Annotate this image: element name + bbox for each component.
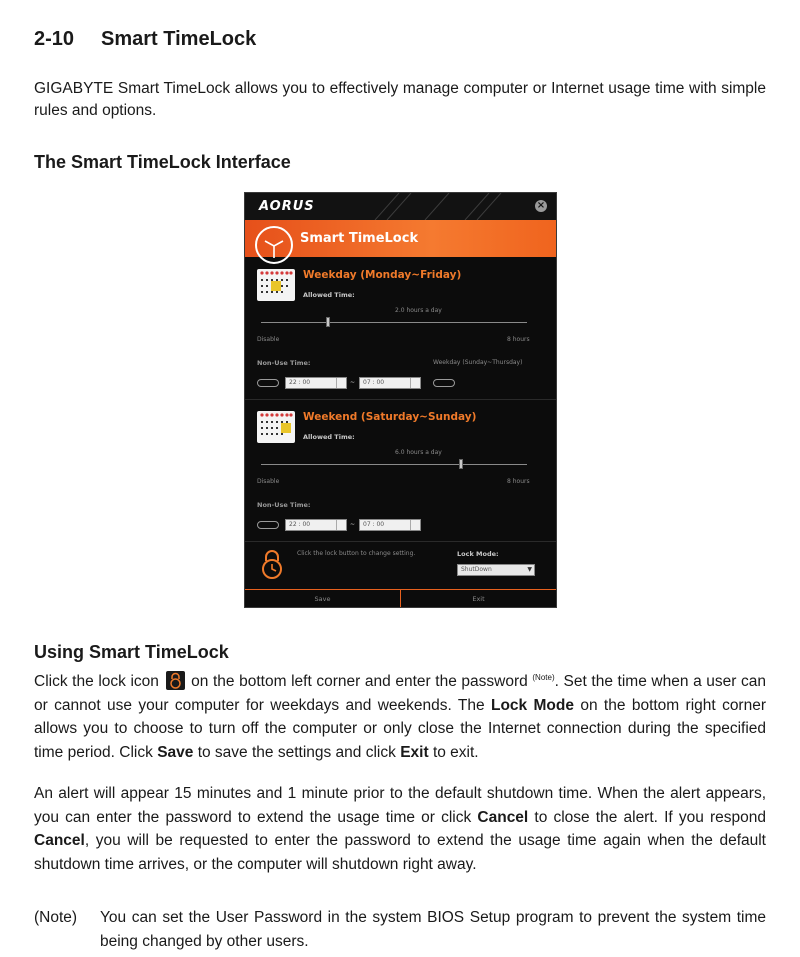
using-text-5: to save the settings and click — [197, 743, 396, 761]
weekday-max-label: 8 hours — [507, 336, 530, 343]
weekday-min-label: Disable — [257, 336, 280, 343]
section-number: 2-10 — [34, 28, 75, 50]
note-marker: (Note) — [532, 673, 555, 682]
smart-timelock-window — [244, 192, 557, 608]
weekday-from-value: 22 : 00 — [289, 379, 311, 386]
exit-button[interactable]: Exit — [472, 595, 485, 603]
spinner-icon[interactable] — [336, 378, 346, 388]
weekday-toggle[interactable] — [257, 379, 279, 387]
spinner-icon[interactable] — [410, 520, 420, 530]
note-label: (Note) — [34, 909, 78, 926]
using-text-6: to exit. — [432, 743, 479, 761]
intro-paragraph: GIGABYTE Smart TimeLock allows you to effectively manage computer or Internet usage time with simple rules and options. — [34, 80, 766, 119]
section-title: Smart TimeLock — [101, 28, 257, 50]
weekday-allowed-value: 2.0 hours a day — [395, 307, 442, 314]
section-divider — [245, 399, 556, 400]
weekend-to-time[interactable] — [359, 519, 421, 531]
calendar-icon-weekday — [257, 269, 295, 301]
weekday-nonuse-label: Non-Use Time: — [257, 359, 311, 367]
close-icon[interactable]: × — [536, 200, 546, 211]
weekend-from-time[interactable] — [285, 519, 347, 531]
lock-mode-label: Lock Mode: — [457, 550, 499, 558]
lock-icon[interactable] — [259, 549, 285, 579]
weekend-nonuse-label: Non-Use Time: — [257, 501, 311, 509]
calendar-icon-weekend — [257, 411, 295, 443]
spinner-icon[interactable] — [410, 378, 420, 388]
save-button[interactable]: Save — [314, 595, 331, 603]
weekend-from-value: 22 : 00 — [289, 521, 311, 528]
alert-paragraph — [34, 782, 766, 876]
using-text-1: Click the lock icon — [34, 673, 159, 690]
weekend-allowed-label: Allowed Time: — [303, 433, 355, 441]
alert-text-2: to close the alert. If you respond — [534, 808, 767, 826]
clock-icon — [255, 226, 293, 264]
weekday-toggle-2[interactable] — [433, 379, 455, 387]
weekday-separator: ~ — [350, 379, 356, 386]
using-text-3: . Set the time when a user can or cannot use your computer for weekdays and weekends. The — [34, 673, 767, 714]
lock-mode-select[interactable] — [457, 564, 535, 576]
weekday-slider-thumb[interactable] — [326, 317, 330, 327]
weekday-to-value: 07 : 00 — [363, 379, 385, 386]
lock-hint: Click the lock button to change setting. — [297, 550, 416, 557]
note-text: You can set the User Password in the system BIOS Setup program to prevent the system time being changed by other users. — [100, 909, 766, 950]
section-heading — [34, 28, 256, 51]
weekend-separator: ~ — [350, 521, 356, 528]
using-text-2: on the bottom left corner and enter the password — [191, 673, 528, 690]
lock-mode-bold: Lock Mode — [490, 696, 574, 714]
weekend-to-value: 07 : 00 — [363, 521, 385, 528]
topbar-stripes — [365, 193, 525, 220]
window-topbar — [245, 193, 556, 220]
weekday-from-time[interactable] — [285, 377, 347, 389]
using-heading: Using Smart TimeLock — [34, 642, 229, 662]
alert-text-1: An alert will appear 15 minutes and 1 minute prior to the default shutdown time. When the alert appears, you can enter the password to extend the usage time or click — [34, 785, 766, 826]
lock-icon-inline — [166, 671, 185, 690]
interface-heading: The Smart TimeLock Interface — [34, 152, 291, 172]
section-divider — [245, 541, 556, 542]
lock-mode-value: ShutDown — [461, 566, 492, 573]
weekend-max-label: 8 hours — [507, 478, 530, 485]
exit-bold: Exit — [400, 743, 429, 761]
weekday-to-time[interactable] — [359, 377, 421, 389]
weekday-allowed-label: Allowed Time: — [303, 291, 355, 299]
using-text-4: on the bottom right corner allows you to choose to turn off the computer or only close the Internet connection during the specified time period. Click — [34, 696, 766, 761]
cancel-bold-1: Cancel — [477, 808, 529, 826]
using-paragraph — [34, 666, 766, 764]
window-footer — [245, 589, 556, 608]
cancel-bold-2: Cancel — [34, 832, 85, 849]
weekend-toggle[interactable] — [257, 521, 279, 529]
weekend-min-label: Disable — [257, 478, 280, 485]
weekday-slider-track[interactable] — [261, 322, 527, 323]
save-bold: Save — [157, 743, 194, 761]
aorus-logo: AORUS — [259, 199, 315, 214]
weekend-allowed-value: 6.0 hours a day — [395, 449, 442, 456]
alert-text-3: , you will be requested to enter the password to extend the usage time again when the default shutdown time arrives, or the computer will shutdown right away. — [34, 832, 766, 873]
app-title: Smart TimeLock — [300, 231, 419, 246]
weekend-slider-track[interactable] — [261, 464, 527, 465]
spinner-icon[interactable] — [336, 520, 346, 530]
weekday-title: Weekday (Monday~Friday) — [303, 269, 462, 281]
weekend-title: Weekend (Saturday~Sunday) — [303, 411, 477, 423]
weekend-slider-thumb[interactable] — [459, 459, 463, 469]
chevron-down-icon: ▼ — [527, 566, 532, 573]
weekday-range-label: Weekday (Sunday~Thursday) — [433, 359, 523, 366]
